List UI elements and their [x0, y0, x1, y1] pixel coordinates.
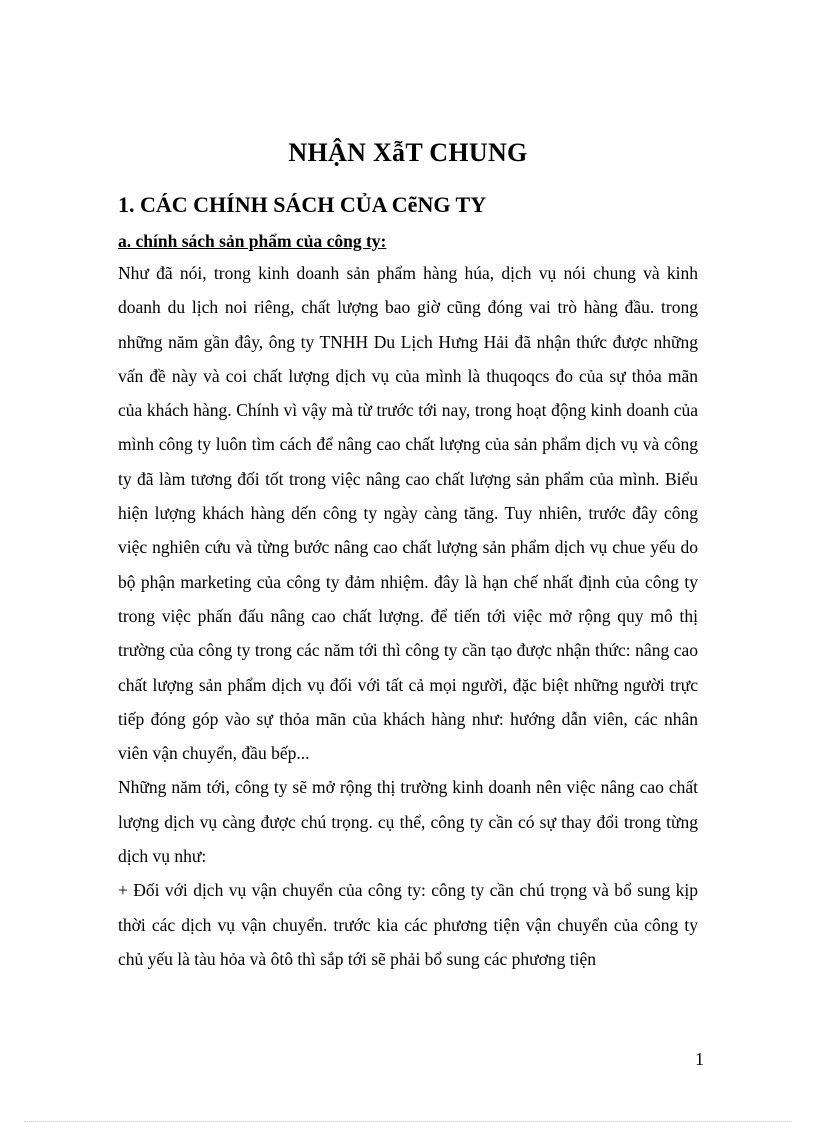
- page-bottom-divider: [24, 1121, 792, 1122]
- subsection-heading: a. chính sách sản phẩm của công ty:: [118, 231, 387, 251]
- paragraph-2: Những năm tới, công ty sẽ mở rộng thị trường kinh doanh nên việc nâng cao chất lượng dịch vụ càng được chú trọng. cụ thể, công ty cần có sự thay đổi trong từng dịch vụ như:: [118, 777, 698, 867]
- page-number: 1: [695, 1049, 704, 1069]
- paragraph-3: + Đối với dịch vụ vận chuyển của công ty: công ty cần chú trọng và bổ sung kịp thời các dịch vụ vận chuyển. trước kia các phương tiện vận chuyển của công ty chủ yếu là tàu hỏa và ôtô thì sắp tới sẽ phải bổ sung các phương tiện: [118, 880, 698, 969]
- paragraph-1: Như đã nói, trong kinh doanh sản phẩm hàng húa, dịch vụ nói chung và kinh doanh du lịch noi riêng, chất lượng bao giờ cũng đóng vai trò hàng đầu. trong những năm gần đây, ông ty TNHH Du Lịch Hưng Hải đã nhận thức được những vấn đề này và coi chất lượng dịch vụ của mình là thuqoqcs đo của sự thỏa mãn của khách hàng. Chính vì vậy mà từ trước tới nay, trong hoạt động kinh doanh của mình công ty luôn tìm cách để nâng cao chất lượng của sản phẩm dịch vụ và công ty đã làm tương đối tốt trong việc nâng cao chất lượng sản phẩm của mình. Biểu hiện lượng khách hàng dến công ty ngày càng tăng. Tuy nhiên, trước đây công việc nghiên cứu và từng bước nâng cao chất lượng sản phẩm dịch vụ chue yếu do bộ phận marketing của công ty đảm nhiệm. đây là hạn chế nhất định của công ty trong việc phấn đấu nâng cao chất lượng. để tiến tới việc mở rộng quy mô thị trường của công ty trong các năm tới thì công ty cần tạo được nhận thức: nâng cao chất lượng sản phẩm dịch vụ đối với tất cả mọi người, đặc biệt những người trực tiếp đóng góp vào sự thỏa mãn của khách hàng như: hướng dẫn viên, các nhân viên vận chuyển, đầu bếp...: [118, 263, 698, 764]
- section-heading: 1. CÁC CHÍNH SÁCH CỦA CẽNG TY: [118, 192, 487, 217]
- page-title: NHẬN XẫT CHUNG: [288, 138, 528, 167]
- body-text: [118, 256, 698, 976]
